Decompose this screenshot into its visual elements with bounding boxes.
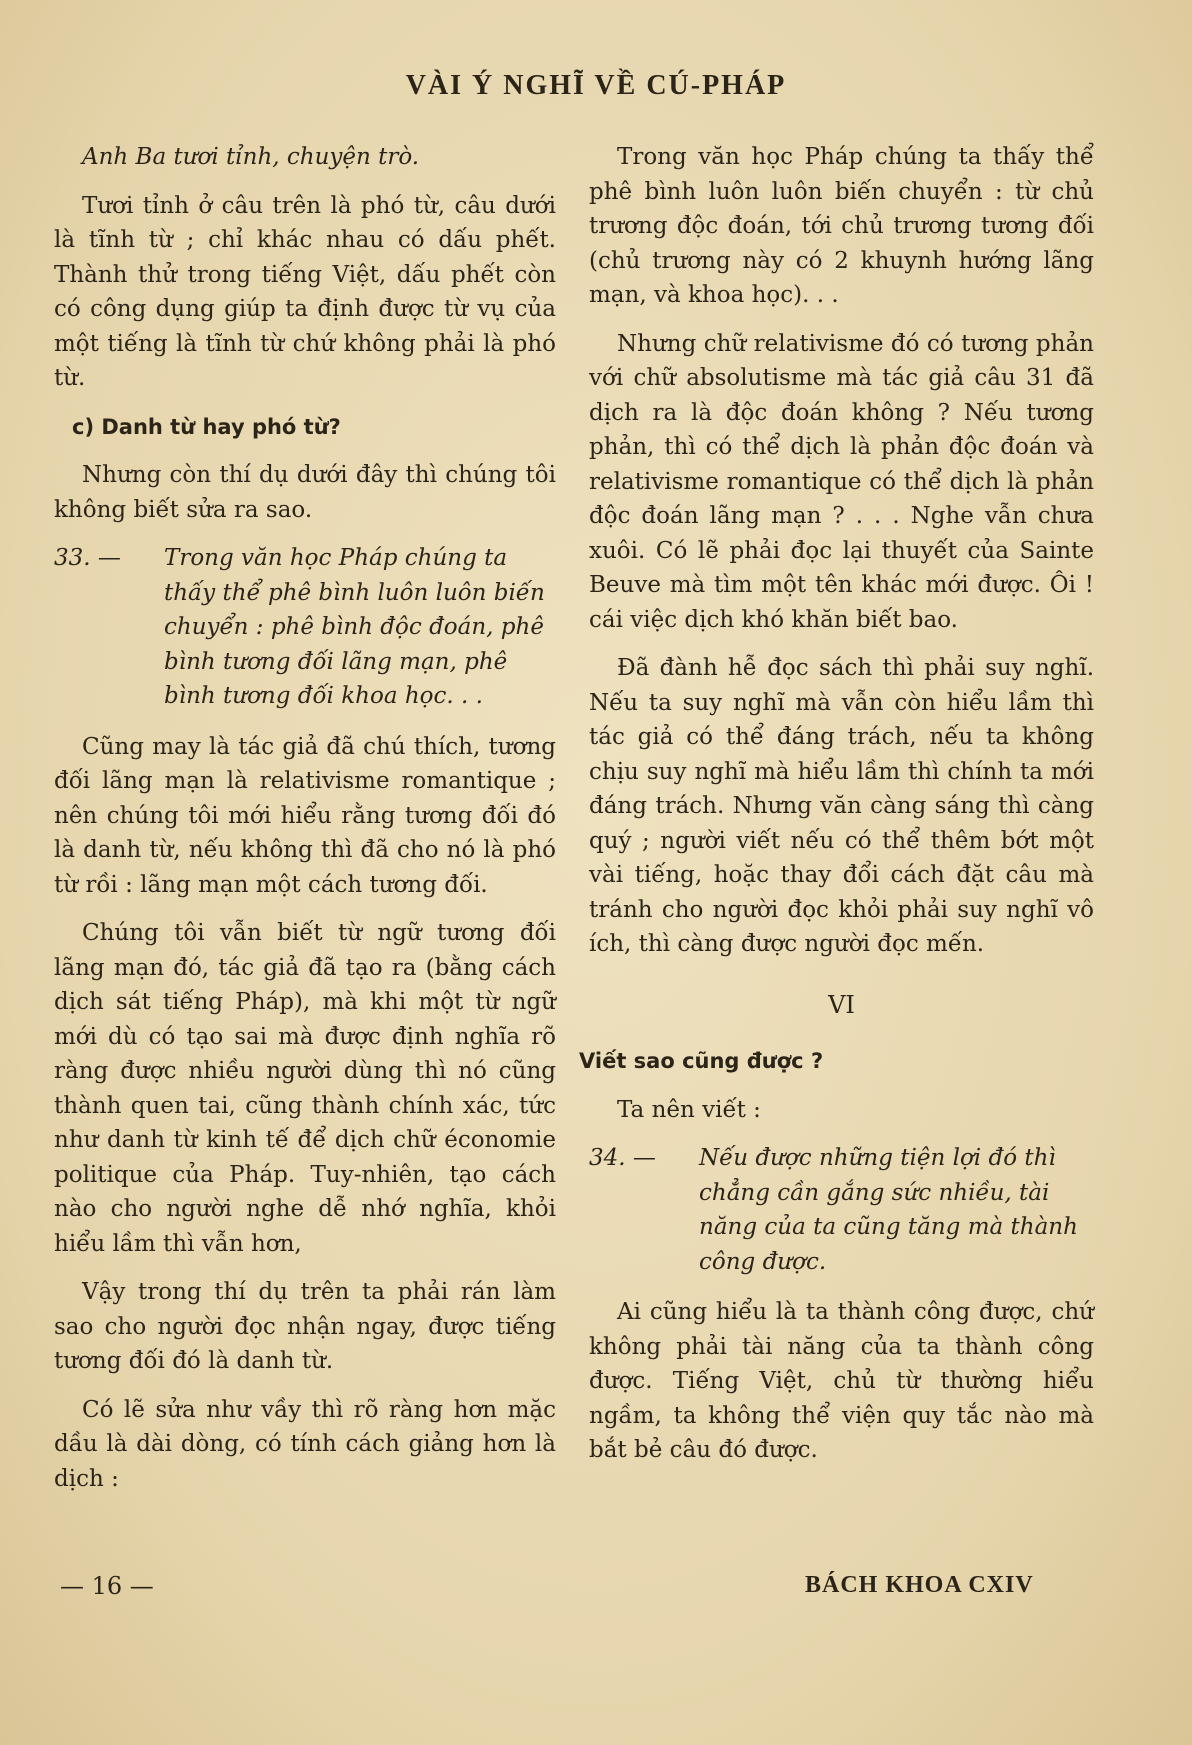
paragraph: Có lẽ sửa như vầy thì rõ ràng hơn mặc dầu là dài dòng, có tính cách giảng hơn là dịch : xyxy=(54,1396,556,1492)
paragraph: Chúng tôi vẫn biết từ ngữ tương đối lãng mạn đó, tác giả đã tạo ra (bằng cách dịch sát tiếng Pháp), mà khi một từ ngữ mới dù có tạo sai mà được định nghĩa rõ ràng được nhiều người dùng thì nó cũng thành quen tai, cũng thành chính xác, tức như danh từ kinh tế để dịch chữ économie politique của Pháp. Tuy-nhiên, tạo cách nào cho người nghe dễ nhớ nghĩa, khỏi hiểu lầm thì vẫn hơn, xyxy=(54,920,556,1257)
paragraph: Nhưng còn thí dụ dưới đây thì chúng tôi không biết sửa ra sao. xyxy=(54,462,556,523)
section-number: VI xyxy=(828,990,855,1019)
example-number: 33. — xyxy=(54,545,121,571)
example-text: Nếu được những tiện lợi đó thì chẳng cần gắng sức nhiều, tài năng của ta cũng tăng mà thành công được. xyxy=(699,1145,1078,1275)
paragraph: Ta nên viết : xyxy=(617,1096,761,1123)
example-sentence: Anh Ba tươi tỉnh, chuyện trò. xyxy=(82,144,420,170)
paragraph: Vậy trong thí dụ trên ta phải rán làm sao cho người đọc nhận ngay, được tiếng tương đối đó là danh từ. xyxy=(54,1279,556,1374)
left-column xyxy=(54,140,556,1510)
paragraph: Nhưng chữ relativisme đó có tương phản với chữ absolutisme mà tác giả câu 31 đã dịch ra là độc đoán không ? Nếu tương phản, thì có thể dịch là phản độc đoán và relativisme romantique có thể dịch là phản độc đoán lãng mạn ? . . . Nghe vẫn chưa xuôi. Có lẽ phải đọc lại thuyết của Sainte Beuve mà tìm một tên khác mới được. Ôi ! cái việc dịch khó khăn biết bao. xyxy=(589,330,1094,633)
journal-name: BÁCH KHOA CXIV xyxy=(805,1572,1034,1598)
right-column xyxy=(579,140,1094,1482)
example-number: 34. — xyxy=(589,1145,656,1171)
subheading: Viết sao cũng được ? xyxy=(579,1049,824,1073)
example-33 xyxy=(54,541,556,714)
paragraph: Trong văn học Pháp chúng ta thấy thể phê bình luôn luôn biến chuyển : từ chủ trương độc đoán, tới chủ trương tương đối (chủ trương này có 2 khuynh hướng lãng mạn, và khoa học). . . xyxy=(589,144,1094,308)
example-34 xyxy=(589,1141,1094,1279)
paragraph: Đã đành hễ đọc sách thì phải suy nghĩ. Nếu ta suy nghĩ mà vẫn còn hiểu lầm thì tác giả có thể đáng trách, nếu ta không chịu suy nghĩ mà hiểu lầm thì chính ta mới đáng trách. Nhưng văn càng sáng thì càng quý ; người viết nếu có thể thêm bớt một vài tiếng, hoặc thay đổi cách đặt câu mà tránh cho người đọc khỏi phải suy nghĩ vô ích, thì càng được người đọc mến. xyxy=(589,655,1094,957)
paragraph: Ai cũng hiểu là ta thành công được, chứ không phải tài năng của ta thành công được. Tiếng Việt, chủ từ thường hiểu ngầm, ta không thể viện quy tắc nào mà bắt bẻ câu đó được. xyxy=(589,1299,1094,1463)
paragraph: Tươi tỉnh ở câu trên là phó từ, câu dưới là tĩnh từ ; chỉ khác nhau có dấu phết. Thành thử trong tiếng Việt, dấu phết còn có công dụng giúp ta định được từ vụ của một tiếng là tĩnh từ chứ không phải là phó từ. xyxy=(54,192,556,391)
page-title: VÀI Ý NGHĨ VỀ CÚ-PHÁP xyxy=(405,70,787,101)
page-number: — 16 — xyxy=(60,1572,154,1600)
paragraph: Cũng may là tác giả đã chú thích, tương đối lãng mạn là relativisme romantique ; nên chúng tôi mới hiểu rằng tương đối đó là danh từ, nếu không thì đã cho nó là phó từ rồi : lãng mạn một cách tương đối. xyxy=(54,733,556,898)
subheading: c) Danh từ hay phó từ? xyxy=(72,414,341,439)
example-text: Trong văn học Pháp chúng ta thấy thể phê bình luôn luôn biến chuyển : phê bình độc đoán, phê bình tương đối lãng mạn, phê bình tương đối khoa học. . . xyxy=(164,545,545,709)
